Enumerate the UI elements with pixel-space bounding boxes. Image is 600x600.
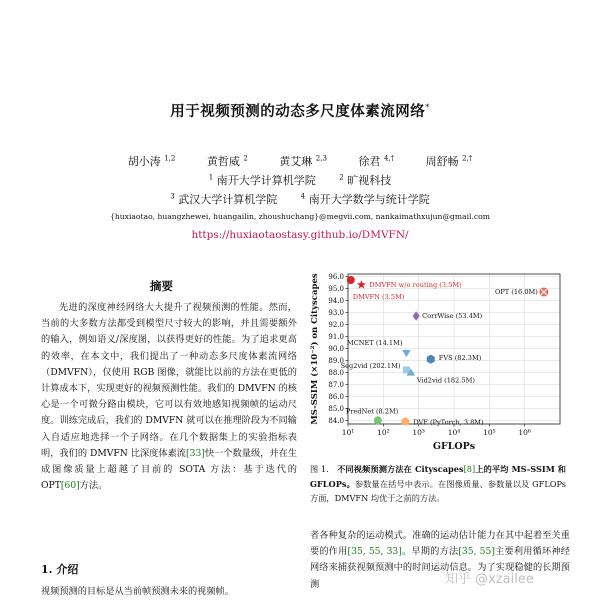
project-url-link[interactable]: https://huxiaotaostasy.github.io/DMVFN/	[191, 229, 409, 241]
data-point-circle	[401, 418, 409, 426]
citation-link[interactable]: [60]	[60, 480, 80, 492]
paper-title	[0, 100, 600, 121]
figure-caption	[310, 462, 566, 506]
affiliation-number: 3	[170, 192, 175, 201]
affiliation-number: 1	[208, 173, 214, 182]
data-point-label: OPT (16.0M)	[494, 288, 538, 296]
author-affil: 2,†	[462, 154, 473, 163]
affiliation-name: 南开大学数学与统计学院	[308, 193, 430, 206]
title-footnote-mark: *	[425, 103, 430, 113]
affiliation-line	[0, 172, 600, 188]
author-name: 徐君	[358, 155, 381, 168]
y-tick-label: 92.0	[328, 320, 344, 329]
x-tick-label: 10⁴	[447, 428, 461, 437]
author-name: 黄艾琳	[279, 155, 313, 168]
scatter-chart	[308, 268, 570, 460]
citation-link[interactable]: [35, 55]	[458, 546, 495, 558]
author-emails: {huxiaotao, huangzhewei, huangailin, zhoushuchang}@megvii.com, nankaimathxujun@gmail.com	[110, 212, 490, 221]
abstract-segment: 方法。	[79, 480, 108, 492]
citation-link[interactable]: [8]	[463, 464, 476, 474]
data-point-label: DMVFN w/o routing (3.5M)	[369, 280, 462, 289]
data-point-label: DMVFN (3.5M)	[352, 293, 405, 301]
y-tick-label: 96.0	[328, 272, 344, 281]
affiliation	[339, 174, 391, 187]
affiliation-name: 武汉大学计算机学院	[178, 193, 278, 206]
data-point-circle	[374, 416, 382, 424]
affiliation-name: 南开大学计算机学院	[216, 174, 316, 187]
x-axis-label: GFLOPs	[432, 441, 476, 452]
affiliation-number: 2	[339, 173, 344, 182]
y-tick-label: 95.0	[328, 284, 344, 293]
author	[358, 155, 394, 168]
affiliation	[301, 193, 430, 206]
data-point-label: CorrWise (53.4M)	[422, 312, 483, 320]
x-tick-label: 10²	[377, 428, 390, 437]
affiliation	[170, 193, 277, 206]
y-tick-label: 85.0	[328, 404, 344, 413]
caption-bold: 不同视频预测方法在 Cityscapes	[337, 464, 464, 474]
data-point-label: DVF (PyTorch, 3.8M)	[413, 418, 484, 427]
y-tick-label: 87.0	[328, 380, 344, 389]
author-name: 黄哲威	[206, 155, 240, 168]
watermark: 知乎 @xzailee	[445, 572, 534, 587]
x-tick-label: 10⁶	[518, 428, 531, 437]
author	[426, 155, 473, 168]
author-list	[0, 153, 600, 169]
data-point-label: PredNet (8.2M)	[345, 407, 399, 416]
intro-first-line: 视频预测的目标是从当前帧预测未来的视频帧。	[41, 586, 234, 597]
author-name: 胡小涛	[127, 155, 161, 168]
y-tick-label: 93.0	[328, 308, 344, 317]
affiliation	[209, 174, 316, 187]
author-affil: 2,3	[315, 154, 327, 163]
data-point-label: Vid2vid (182.5M)	[416, 376, 475, 385]
caption-label: 图 1.	[310, 464, 329, 474]
data-point-circle	[347, 276, 355, 284]
y-tick-label: 86.0	[328, 392, 344, 401]
y-tick-label: 91.0	[328, 332, 344, 341]
section-heading-intro: 1. 介绍	[41, 563, 79, 576]
data-point-label: Seg2vid (202.1M)	[340, 362, 401, 370]
author-name: 周舒畅	[425, 155, 459, 168]
y-tick-label: 90.0	[328, 344, 344, 353]
x-tick-label: 10¹	[341, 428, 355, 437]
x-tick-label: 10⁵	[483, 428, 496, 437]
abstract-segment: 快一个数量级，并在生成图像质量上超越了目前的 SOTA 方法：基于迭代的 OPT	[41, 447, 298, 492]
author-affil: 2	[243, 154, 248, 163]
abstract-segment: 先进的深度神经网络大大提升了视频预测的性能。然而，当前的大多数方法都受到模型尺寸较大的影响，并且需要额外的输入，例如语义/深度图，以获得更好的性能。为了追求更高的效率，在本文中，我们提出了一种动态多尺度体素流网络（DMVFN），仅使用 RGB 图像，就能比以前的方法在更低的计算成本下，实现更好的视频预测性能。我们的 DMVFN 的核心是一个可微分路由模块，它可以有效地感知视频帧的运动尺度。训练完成后，我们的 DMVFN 就可以在推理阶段为不同输入自适应地选择一个子网络。在几个数据集上的实验指标表明，我们的 DMVFN 比深度体素流	[41, 302, 297, 459]
x-tick-label: 10³	[412, 428, 425, 437]
y-tick-label: 89.0	[328, 356, 344, 365]
affiliation-line	[0, 191, 600, 207]
affiliation-number: 4	[300, 192, 306, 201]
data-point-label: MCNET (14.1M)	[346, 339, 403, 348]
citation-link[interactable]: [33]	[186, 447, 205, 459]
paper-title-text: 用于视频预测的动态多尺度体素流网络	[170, 103, 426, 120]
body-segment: 者各种复杂的运动模式。准确的运动估计能力在其中起着至关重要的作用	[310, 530, 570, 558]
body-segment: 。早期的方法	[401, 546, 459, 558]
y-tick-label: 88.0	[328, 368, 344, 377]
author	[207, 155, 248, 168]
data-point-label: FVS (82.3M)	[438, 354, 482, 363]
abstract-text	[41, 300, 297, 494]
author-affil: 1,2	[164, 154, 176, 163]
author	[279, 155, 327, 168]
caption-text: 参数量在括号中表示。在图像质量、参数量以及 GFLOPs 方面，DMVFN 均优于之前的方法。	[310, 478, 567, 503]
y-axis-label: MS-SSIM (×10⁻²) on Cityscapes	[310, 273, 320, 425]
y-tick-label: 94.0	[328, 296, 344, 305]
affiliation-name: 旷视科技	[347, 174, 392, 187]
citation-link[interactable]: [35, 55, 33]	[347, 546, 402, 558]
abstract-heading: 摘要	[150, 279, 173, 293]
body-segment: 主要利用循环神经网络来捕获视频预测中的时间运动信息。为了实现稳健的长期预测	[310, 546, 570, 590]
y-tick-label: 84.0	[328, 416, 344, 425]
author-affil: 4,†	[383, 154, 395, 163]
caption-bold: 上的平均 MS-SSIM 和 GFLOPs。	[310, 464, 566, 489]
author	[128, 155, 176, 168]
